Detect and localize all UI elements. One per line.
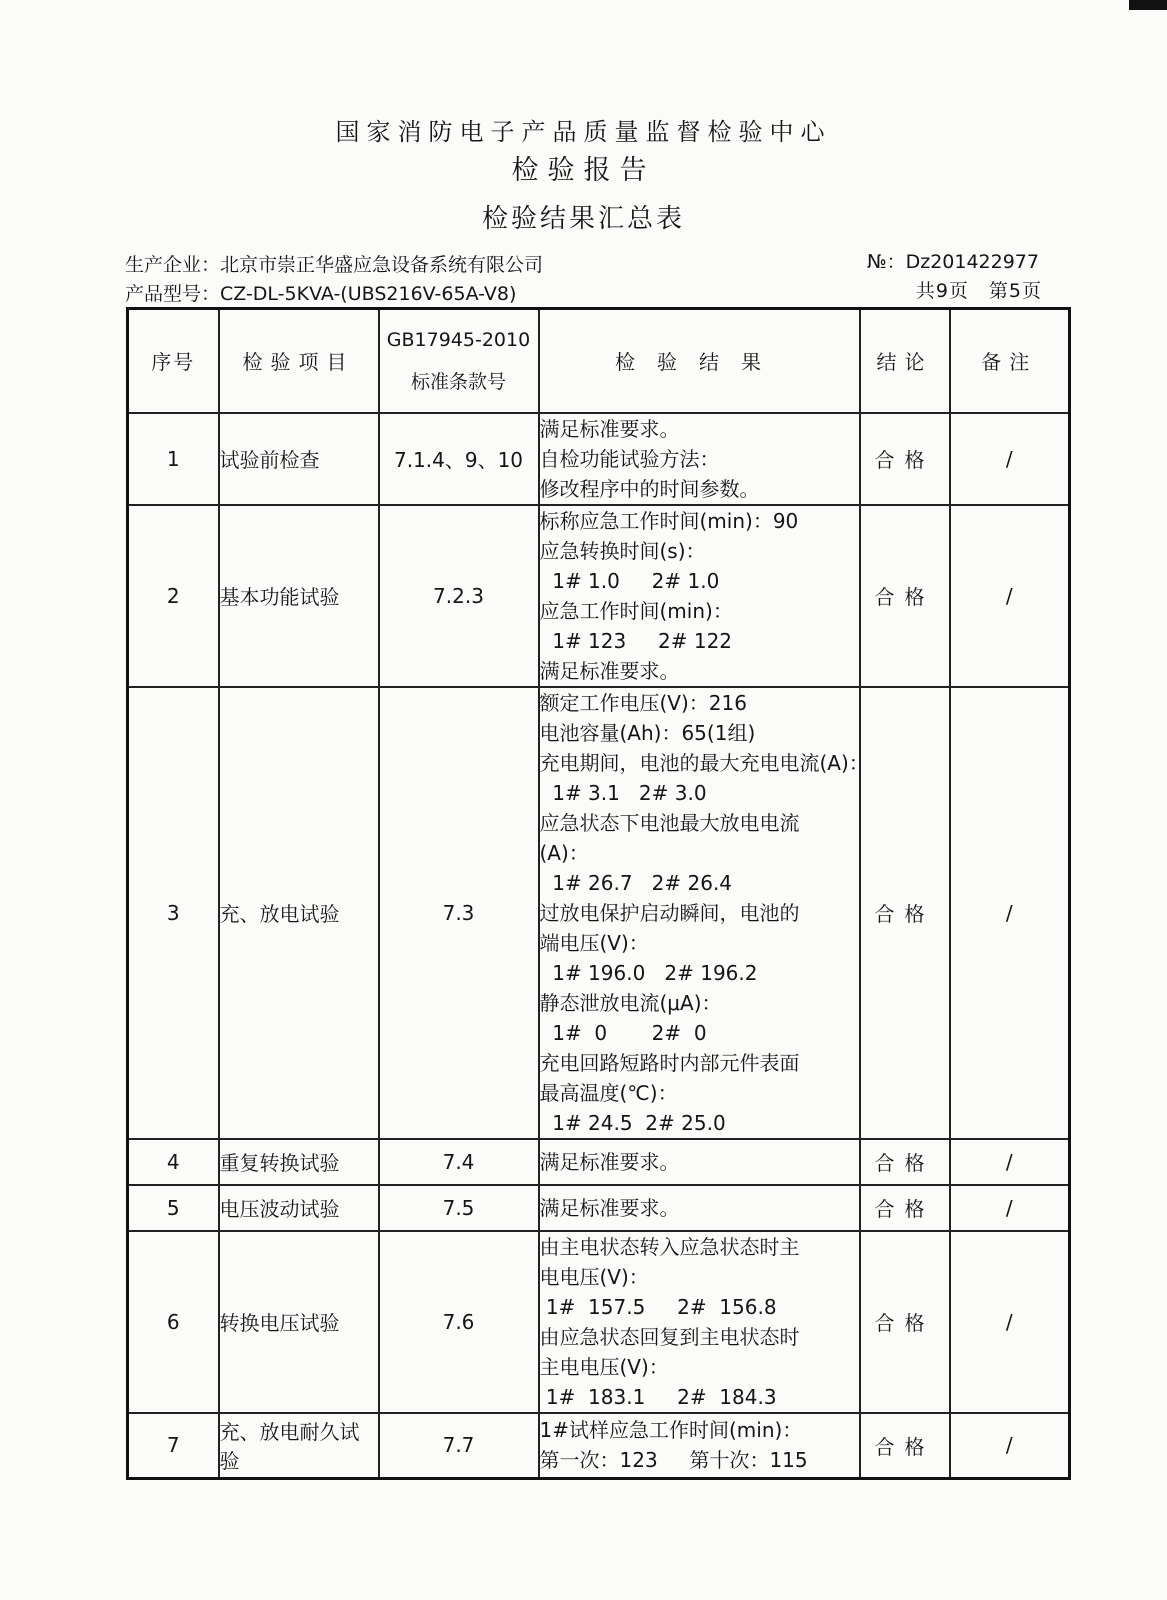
row-seq: 5 — [128, 1185, 219, 1231]
result-line: 1#试样应急工作时间(min)： — [539, 1418, 803, 1443]
result-line: 充电回路短路时内部元件表面 — [539, 1050, 800, 1075]
result-line: 静态泄放电流(μA)： — [539, 990, 722, 1015]
row-std: 7.2.3 — [379, 505, 539, 687]
row-seq: 7 — [128, 1413, 219, 1479]
result-line: 自检功能试验方法： — [539, 446, 720, 471]
row-std: 7.1.4、9、10 — [379, 413, 539, 505]
row-result — [539, 1231, 860, 1413]
result-line: 1# 196.0 2# 196.2 — [539, 960, 758, 985]
row-std: 7.7 — [379, 1413, 539, 1479]
row-result — [539, 687, 869, 1139]
row-note: / — [950, 413, 1070, 505]
row-result — [539, 505, 860, 687]
row-note: / — [950, 1413, 1070, 1479]
organization-title: 国家消防电子产品质量监督检验中心 — [335, 118, 832, 146]
row-item: 转换电压试验 — [219, 1231, 379, 1413]
result-line: 1# 3.1 2# 3.0 — [539, 780, 707, 805]
table-row — [128, 1185, 1070, 1231]
results-table — [126, 307, 1071, 1480]
result-line: 电池容量(Ah)：65(1组) — [539, 720, 756, 745]
result-line: 应急状态下电池最大放电电流 — [539, 810, 800, 835]
row-conclusion: 合格 — [860, 1413, 950, 1479]
result-line: 过放电保护启动瞬间，电池的 — [539, 900, 800, 925]
report-number: №：Dz201422977 — [866, 251, 1039, 273]
result-line: 1# 24.5 2# 25.0 — [539, 1110, 726, 1135]
header-result: 检验结果 — [539, 309, 860, 413]
row-result — [539, 1413, 860, 1479]
row-item: 试验前检查 — [219, 413, 379, 505]
row-note: / — [950, 1185, 1070, 1231]
table-row — [128, 413, 1070, 505]
report-type-title: 检验报告 — [511, 155, 656, 186]
row-seq: 3 — [128, 687, 219, 1139]
result-line: 端电压(V)： — [539, 930, 649, 955]
result-line: 1# 183.1 2# 184.3 — [539, 1384, 777, 1409]
result-line: 1# 1.0 2# 1.0 — [539, 568, 720, 593]
result-line: 应急工作时间(min)： — [539, 598, 733, 623]
row-result — [539, 413, 860, 505]
row-seq: 1 — [128, 413, 219, 505]
header-std-line2: 标准条款号 — [410, 370, 506, 393]
result-line: 由应急状态回复到主电状态时 — [539, 1324, 800, 1349]
table-row — [128, 687, 1070, 1139]
row-item: 重复转换试验 — [219, 1139, 379, 1185]
row-conclusion: 合格 — [860, 1139, 950, 1185]
result-line: 1# 157.5 2# 156.8 — [539, 1294, 777, 1319]
row-std: 7.3 — [379, 687, 539, 1139]
row-result — [539, 1139, 860, 1185]
result-line: 满足标准要求。 — [539, 1195, 680, 1220]
result-line: (A)： — [539, 840, 589, 865]
row-conclusion: 合格 — [860, 687, 950, 1139]
result-line: 充电期间，电池的最大充电电流(A)： — [539, 750, 869, 775]
result-line: 额定工作电压(V)：216 — [539, 690, 747, 715]
header-std — [379, 309, 539, 413]
row-note: / — [950, 1231, 1070, 1413]
row-note: / — [950, 1139, 1070, 1185]
row-conclusion: 合格 — [860, 1185, 950, 1231]
result-line: 应急转换时间(s)： — [539, 538, 706, 563]
result-line: 满足标准要求。 — [539, 658, 680, 683]
result-line: 由主电状态转入应急状态时主 — [539, 1234, 800, 1259]
header-note: 备注 — [950, 309, 1070, 413]
row-conclusion: 合格 — [860, 413, 950, 505]
row-note: / — [950, 505, 1070, 687]
row-std: 7.6 — [379, 1231, 539, 1413]
result-line: 电电压(V)： — [539, 1264, 649, 1289]
row-note: / — [950, 687, 1070, 1139]
result-line: 最高温度(℃)： — [539, 1080, 678, 1105]
result-line: 标称应急工作时间(min)：90 — [539, 508, 799, 533]
summary-table-title: 检验结果汇总表 — [481, 204, 685, 234]
row-item: 充、放电耐久试验 — [219, 1413, 379, 1479]
row-std: 7.5 — [379, 1185, 539, 1231]
row-std: 7.4 — [379, 1139, 539, 1185]
result-line: 1# 123 2# 122 — [539, 628, 733, 653]
row-seq: 4 — [128, 1139, 219, 1185]
row-result — [539, 1185, 860, 1231]
result-line: 1# 26.7 2# 26.4 — [539, 870, 733, 895]
row-item: 电压波动试验 — [219, 1185, 379, 1231]
manufacturer-field: 生产企业：北京市崇正华盛应急设备系统有限公司 — [125, 254, 544, 276]
row-item: 基本功能试验 — [219, 505, 379, 687]
scan-edge-mark — [1129, 0, 1167, 10]
header-seq: 序号 — [128, 309, 219, 413]
row-item: 充、放电试验 — [219, 687, 379, 1139]
table-row — [128, 1231, 1070, 1413]
table-row — [128, 1413, 1070, 1479]
header-std-line1: GB17945-2010 — [386, 328, 531, 351]
row-seq: 2 — [128, 505, 219, 687]
result-line: 主电电压(V)： — [539, 1354, 669, 1379]
row-conclusion: 合格 — [860, 505, 950, 687]
result-line: 1# 0 2# 0 — [539, 1020, 707, 1045]
header-item: 检验项目 — [219, 309, 379, 413]
header-row — [128, 309, 1070, 413]
row-seq: 6 — [128, 1231, 219, 1413]
header-conclusion: 结论 — [860, 309, 950, 413]
result-line: 第一次：123 第十次：115 — [539, 1448, 808, 1473]
row-conclusion: 合格 — [860, 1231, 950, 1413]
result-line: 修改程序中的时间参数。 — [539, 476, 760, 501]
page-counter: 共9页 第5页 — [915, 280, 1042, 302]
table-row — [128, 505, 1070, 687]
result-line: 满足标准要求。 — [539, 1149, 680, 1174]
result-line: 满足标准要求。 — [539, 416, 680, 441]
table-row — [128, 1139, 1070, 1185]
product-model-field: 产品型号：CZ-DL-5KVA-(UBS216V-65A-V8) — [125, 283, 517, 305]
